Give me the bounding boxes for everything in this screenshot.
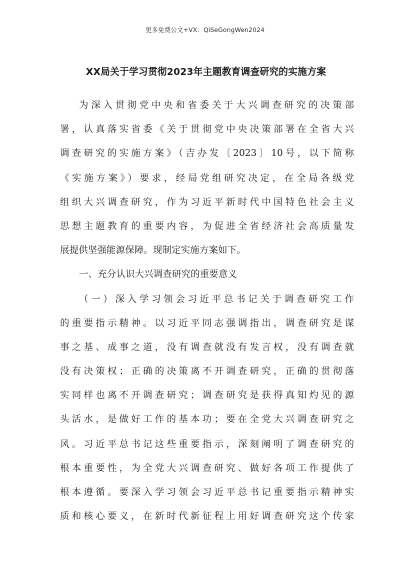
section-heading: 一、充分认识大兴调查研究的重要意义 — [79, 269, 238, 281]
paragraph-line: （一）深入学习领会习近平总书记关于调查研究工作 — [79, 293, 354, 305]
paragraph-line: 事之基、成事之道，没有调查就没有发言权，没有调查就 — [60, 341, 354, 353]
document-title: XX局关于学习贯彻2023年主题教育调查研究的实施方案 — [85, 67, 327, 78]
paragraph-line: 思想主题教育的重要内容，为促进全省经济社会高质量发 — [60, 220, 354, 232]
paragraph-line: 实同样也离不开调查研究；调查研究是获得真知灼见的源 — [60, 390, 354, 402]
header-note: 更多免费公文+VX：QiSeGongWen2024 — [145, 27, 265, 34]
paragraph-line: 根本重要性，为全党大兴调查研究、做好各项工作提供了 — [60, 462, 354, 474]
paragraph-line: 组织大兴调查研究，作为习近平新时代中国特色社会主义 — [60, 196, 354, 208]
paragraph-line: 没有决策权；正确的决策离不开调查研究，正确的贯彻落 — [60, 366, 354, 378]
paragraph-line: 的重要指示精神。以习近平同志强调指出，调查研究是谋 — [60, 317, 354, 329]
paragraph-line: 头活水，是做好工作的基本功；要在全党大兴调查研究之 — [60, 414, 354, 426]
paragraph-line: 展提供坚强能源保障。现制定实施方案如下。 — [60, 245, 246, 257]
paragraph-line: 署，认真落实省委《关于贯彻党中央决策部署在全省大兴 — [60, 124, 354, 136]
document-body — [60, 94, 354, 529]
paragraph-line: 调查研究的实施方案》（吉办发〔2023〕10号，以下简称 — [60, 148, 354, 160]
paragraph-line: 《实施方案》）要求，经局党组研究决定，在全局各级党 — [60, 172, 354, 184]
paragraph-line: 根本遵循。要深入学习领会习近平总书记重要指示精神实 — [60, 487, 354, 498]
paragraph-line: 为深入贯彻党中央和省委关于大兴调查研究的决策部 — [79, 100, 354, 111]
paragraph-line: 风。习近平总书记这些重要指示，深刻阐明了调查研究的 — [60, 438, 354, 450]
paragraph-line: 质和核心要义，在新时代新征程上用好调查研究这个传家 — [60, 511, 354, 523]
